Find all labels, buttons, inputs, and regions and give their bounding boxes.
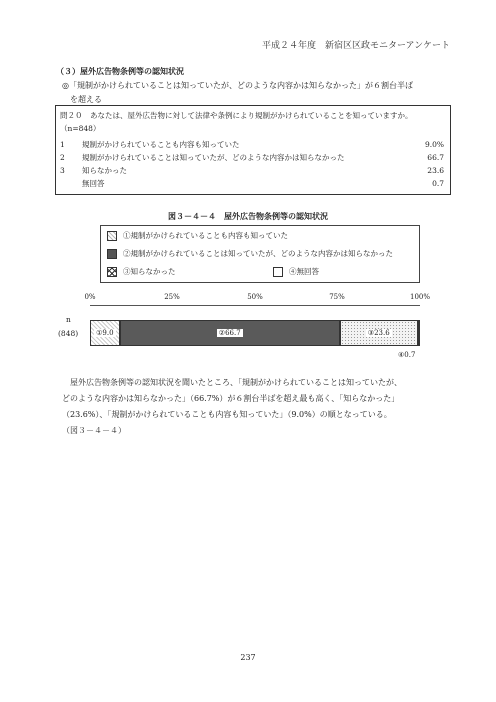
legend-item-4 <box>273 266 319 278</box>
row-text: 無回答 <box>82 179 105 188</box>
legend-label: ①規制がかけられていることも内容も知っていた <box>123 231 288 240</box>
question-row <box>56 164 450 177</box>
legend-label: ②規制がかけられていることは知っていたが、どのような内容かは知らなかった <box>123 249 393 258</box>
paragraph-line-3: （23.6%）、「規制がかけられていることも内容も知っていた」（9.0%）の順となっている。 <box>62 410 392 419</box>
legend-label: ③知らなかった <box>123 267 176 276</box>
page-header: 平成２４年度 新宿区区政モニターアンケート <box>261 41 450 51</box>
bar-segment-3 <box>340 320 418 346</box>
x-tick-label: 50% <box>247 293 263 301</box>
bar-segment-1 <box>90 320 120 346</box>
row-text: 知らなかった <box>82 166 127 175</box>
section-title: （３）屋外広告物条例等の認知状況 <box>56 67 184 76</box>
question-row <box>56 177 450 190</box>
lead-line-2: を超える <box>70 95 102 104</box>
bar-segment-2 <box>120 320 340 346</box>
x-axis-line <box>90 305 420 306</box>
legend-label: ④無回答 <box>289 267 319 276</box>
hatch-swatch-icon <box>107 231 117 241</box>
row-value: 9.0% <box>424 140 444 149</box>
dark-swatch-icon <box>107 249 117 259</box>
crosshatch-swatch-icon <box>107 267 117 277</box>
x-tick-label: 25% <box>164 293 180 301</box>
question-text: 問２０ あなたは、屋外広告物に対して法律や条例により規制がかけられていることを知っていますか。（n=848） <box>60 111 413 133</box>
segment-label: ②66.7 <box>218 329 241 337</box>
row-label: n <box>66 315 71 324</box>
row-number: 1 <box>60 140 65 149</box>
row-value: 0.7 <box>432 179 444 188</box>
x-tick-label: 100% <box>409 293 431 301</box>
paragraph-line-4: （図３－４－４） <box>62 426 126 435</box>
bar-segment-4 <box>418 320 420 346</box>
page-number: 237 <box>240 653 256 662</box>
figure-title: 図３－４－４ 屋外広告物条例等の認知状況 <box>168 212 328 221</box>
x-tick-label: 0% <box>84 293 96 301</box>
legend-item-3 <box>107 266 176 278</box>
question-row <box>56 138 450 151</box>
row-sample-size: (848) <box>58 329 79 338</box>
row-number: 3 <box>60 166 65 175</box>
lead-line-1: ◎「規制がかけられていることは知っていたが、どのような内容かは知らなかった」が６割台半ば <box>62 81 413 90</box>
row-value: 66.7 <box>427 153 444 162</box>
lead-summary <box>62 79 452 107</box>
chart-legend <box>100 225 420 283</box>
legend-item-1 <box>107 230 288 242</box>
segment-label: ③23.6 <box>367 329 390 337</box>
x-tick-label: 75% <box>329 293 345 301</box>
paragraph-line-1: 屋外広告物条例等の認知状況を聞いたところ、「規制がかけられていることは知っていたが、 <box>70 378 402 387</box>
segment-label: ①9.0 <box>96 329 114 337</box>
segment-4-label: ④0.7 <box>398 351 416 359</box>
blank-swatch-icon <box>273 267 283 277</box>
row-text: 規制がかけられていることは知っていたが、どのような内容かは知らなかった <box>82 153 345 162</box>
question-row <box>56 151 450 164</box>
body-paragraph <box>62 375 457 439</box>
row-number: 2 <box>60 153 65 162</box>
legend-item-2 <box>107 248 393 260</box>
row-text: 規制がかけられていることも内容も知っていた <box>82 140 240 149</box>
question-box <box>55 105 451 195</box>
paragraph-line-2: どのような内容かは知らなかった」（66.7%）が６割台半ばを超え最も高く、「知らなかった」 <box>62 394 400 403</box>
row-value: 23.6 <box>427 166 444 175</box>
